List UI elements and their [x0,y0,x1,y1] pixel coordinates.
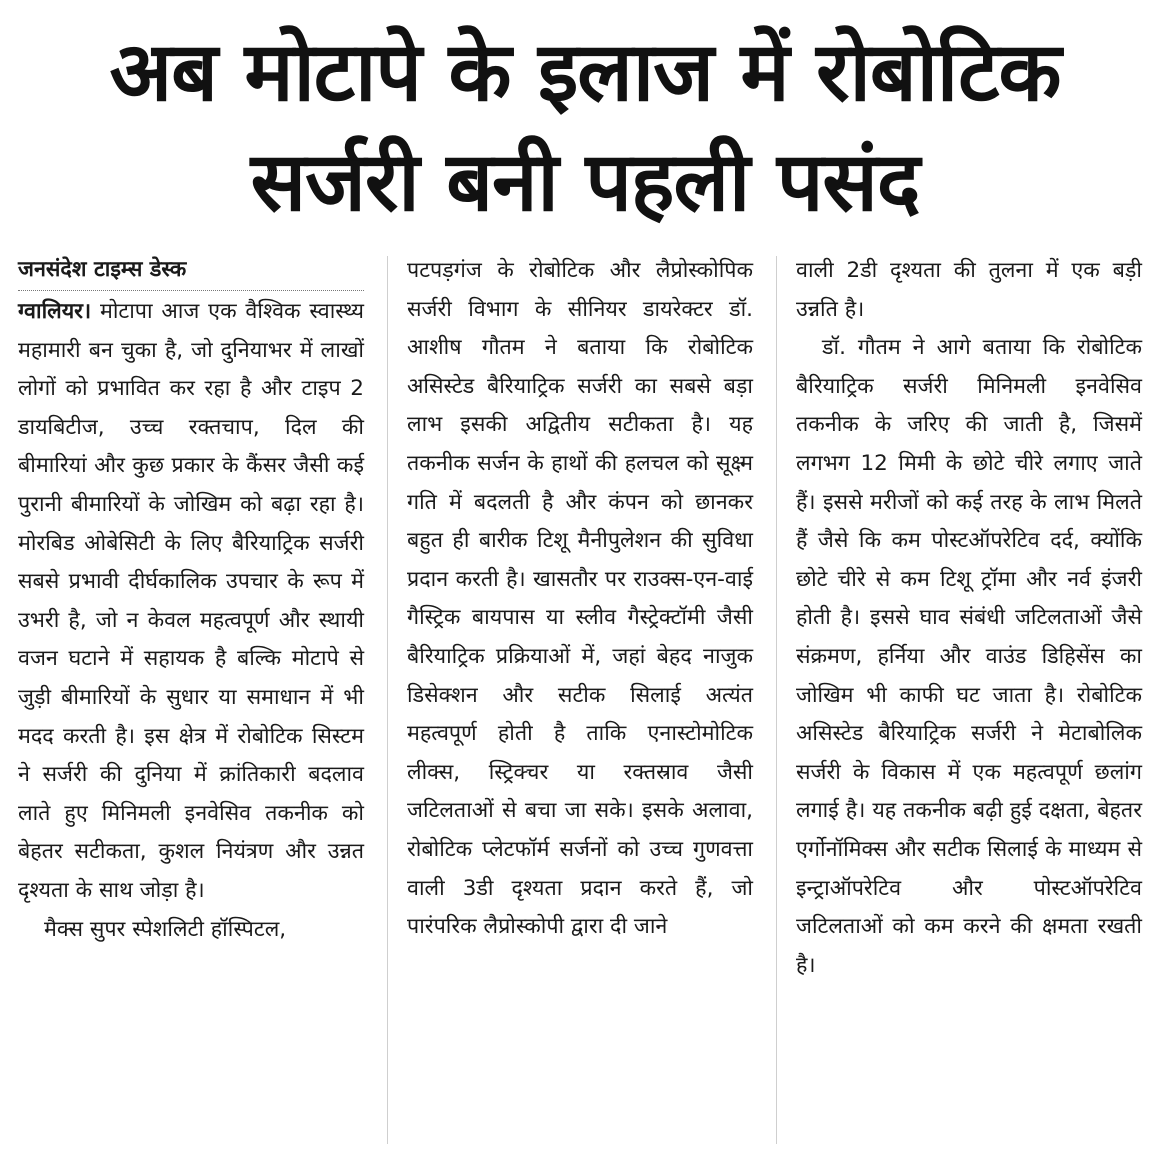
dateline: ग्वालियर। [18,299,92,324]
column-divider [387,256,388,1144]
article-column-3 [796,252,1142,985]
byline: जनसंदेश टाइम्स डेस्क [18,252,364,291]
headline [0,18,1170,238]
article-column-2 [407,252,753,947]
article-paragraph: पटपड़गंज के रोबोटिक और लैप्रोस्कोपिक सर्जरी विभाग के सीनियर डायरेक्टर डॉ. आशीष गौतम ने बताया कि रोबोटिक असिस्टेड बैरियाट्रिक सर्जरी का सबसे बड़ा लाभ इसकी अद्वितीय सटीकता है। यह तकनीक सर्जन के हाथों की हलचल को सूक्ष्म गति में बदलती है और कंपन को छानकर बहुत ही बारीक टिशू मैनीपुलेशन की सुविधा प्रदान करती है। खासतौर पर राउक्स-एन-वाई गैस्ट्रिक बायपास या स्लीव गैस्ट्रेक्टॉमी जैसी बैरियाट्रिक प्रक्रियाओं में, जहां बेहद नाजुक डिसेक्शन और सटीक सिलाई अत्यंत महत्वपूर्ण होती है ताकि एनास्टोमोटिक लीक्स, स्ट्रिक्चर या रक्तस्राव जैसी जटिलताओं से बचा जा सके। इसके अलावा, रोबोटिक प्लेटफॉर्म सर्जनों को उच्च गुणवत्ता वाली 3डी दृश्यता प्रदान करते हैं, जो पारंपरिक लैप्रोस्कोपी द्वारा दी जाने [407,258,753,940]
paragraph-text: मोटापा आज एक वैश्विक स्वास्थ्य महामारी बन चुका है, जो दुनियाभर में लाखों लोगों को प्रभावित कर रहा है और टाइप 2 डायबिटीज, उच्च रक्तचाप, दिल की बीमारियां और कुछ प्रकार के कैंसर जैसी कई पुरानी बीमारियों के जोखिम को बढ़ा रहा है। मोरबिड ओबेसिटी के लिए बैरियाट्रिक सर्जरी सबसे प्रभावी दीर्घकालिक उपचार के रूप में उभरी है, जो न केवल महत्वपूर्ण और स्थायी वजन घटाने में सहायक है बल्कि मोटापे से जुड़ी बीमारियों के सुधार या समाधान में भी मदद करती है। इस क्षेत्र में रोबोटिक सिस्टम ने सर्जरी की दुनिया में क्रांतिकारी बदलाव लाते हुए मिनिमली इनवेसिव तकनीक को बेहतर सटीकता, कुशल नियंत्रण और उन्नत दृश्यता के साथ जोड़ा है। [18,299,364,903]
headline-line-2: सर्जरी बनी पहली पसंद [250,135,920,230]
article-paragraph: वाली 2डी दृश्यता की तुलना में एक बड़ी उन्नति है। [796,258,1142,322]
headline-line-1: अब मोटापे के इलाज में रोबोटिक [109,25,1061,120]
article-paragraph: डॉ. गौतम ने आगे बताया कि रोबोटिक बैरियाट्रिक सर्जरी मिनिमली इनवेसिव तकनीक के जरिए की जाती है, जिसमें लगभग 12 मिमी के छोटे चीरे लगाए जाते हैं। इससे मरीजों को कई तरह के लाभ मिलते हैं जैसे कि कम पोस्टऑपरेटिव दर्द, क्योंकि छोटे चीरे से कम टिशू ट्रॉमा और नर्व इंजरी होती है। इससे घाव संबंधी जटिलताओं जैसे संक्रमण, हर्निया और वाउंड डिहिसेंस का जोखिम भी काफी घट जाता है। रोबोटिक असिस्टेड बैरियाट्रिक सर्जरी ने मेटाबोलिक सर्जरी के विकास में एक महत्वपूर्ण छलांग लगाई है। यह तकनीक बढ़ी हुई दक्षता, बेहतर एर्गोनॉमिक्स और सटीक सिलाई के माध्यम से इन्ट्राऑपरेटिव और पोस्टऑपरेटिव जटिलताओं को कम करने की क्षमता रखती है। [796,335,1142,978]
article-column-1 [18,252,364,949]
column-divider [776,256,777,1144]
article-paragraph: मैक्स सुपर स्पेशलिटी हॉस्पिटल, [44,916,287,942]
article-paragraph [18,293,364,911]
